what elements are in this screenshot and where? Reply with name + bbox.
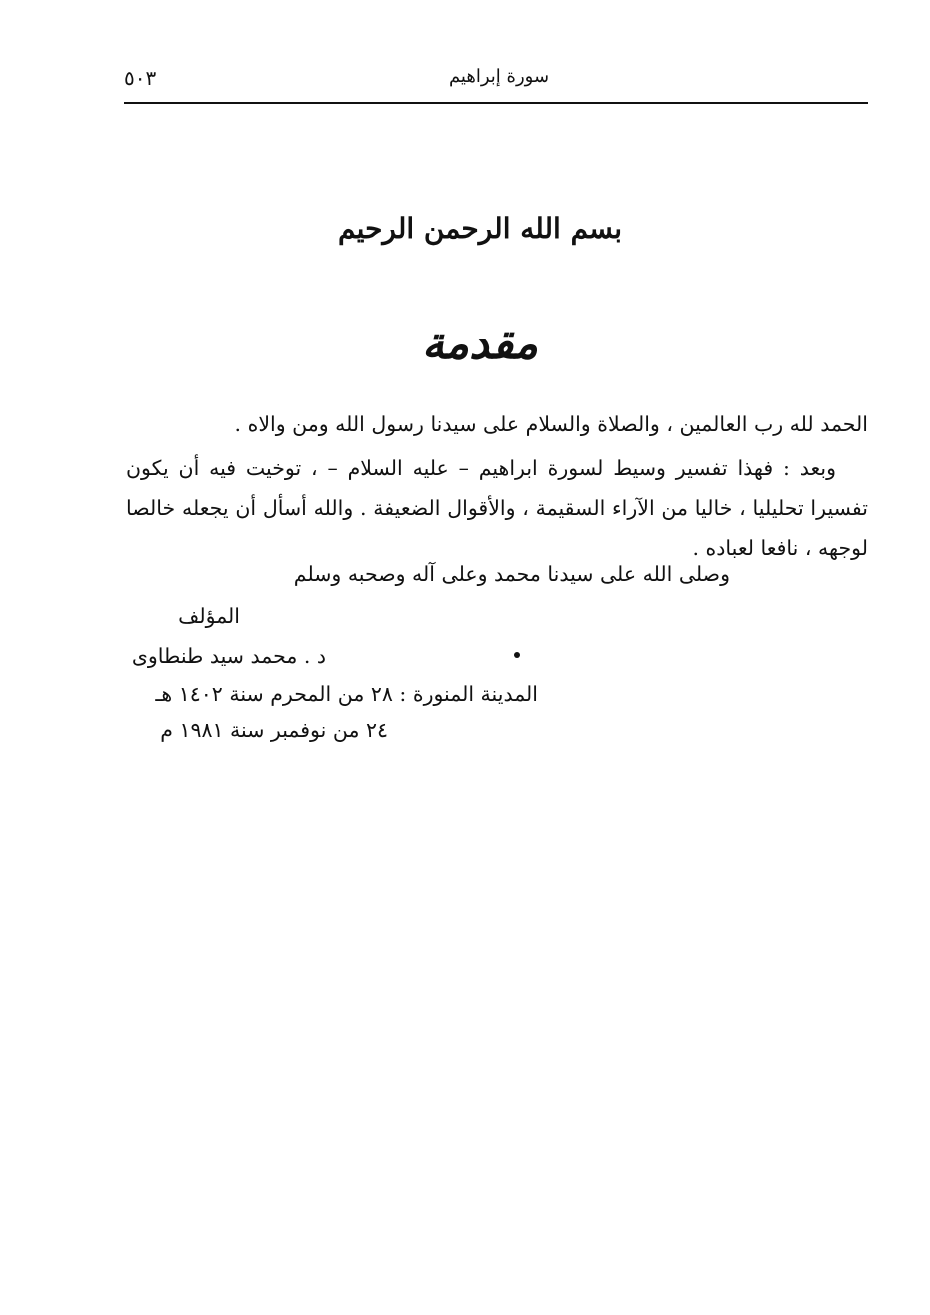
date-hijri: المدينة المنورة : ٢٨ من المحرم سنة ١٤٠٢ هـ — [155, 682, 538, 706]
paragraph-2: وبعد : فهذا تفسير وسيط لسورة ابراهيم – عليه السلام – ، توخيت فيه أن يكون تفسيرا تحليليا ، خاليا من الآراء السقيمة ، والأقوال الضعيفة . والله أسأل أن يجعله خالصا لوجهه ، نافعا لعباده . — [126, 456, 868, 560]
date-gregorian: ٢٤ من نوفمبر سنة ١٩٨١ م — [160, 718, 388, 742]
header-rule — [124, 102, 868, 104]
closing-line: وصلى الله على سيدنا محمد وعلى آله وصحبه وسلم — [293, 562, 730, 586]
running-header — [124, 62, 868, 98]
dot-mark — [514, 652, 520, 658]
paragraph-1: الحمد لله رب العالمين ، والصلاة والسلام على سيدنا رسول الله ومن والاه . — [234, 412, 868, 436]
running-title: سورة إبراهيم — [448, 66, 550, 87]
page-number: ٥٠٣ — [124, 66, 157, 90]
section-title: مقدمة — [421, 318, 539, 369]
basmala: بسم الله الرحمن الرحيم — [338, 212, 622, 245]
author-name: د . محمد سيد طنطاوى — [131, 644, 326, 668]
author-label: المؤلف — [178, 604, 240, 628]
